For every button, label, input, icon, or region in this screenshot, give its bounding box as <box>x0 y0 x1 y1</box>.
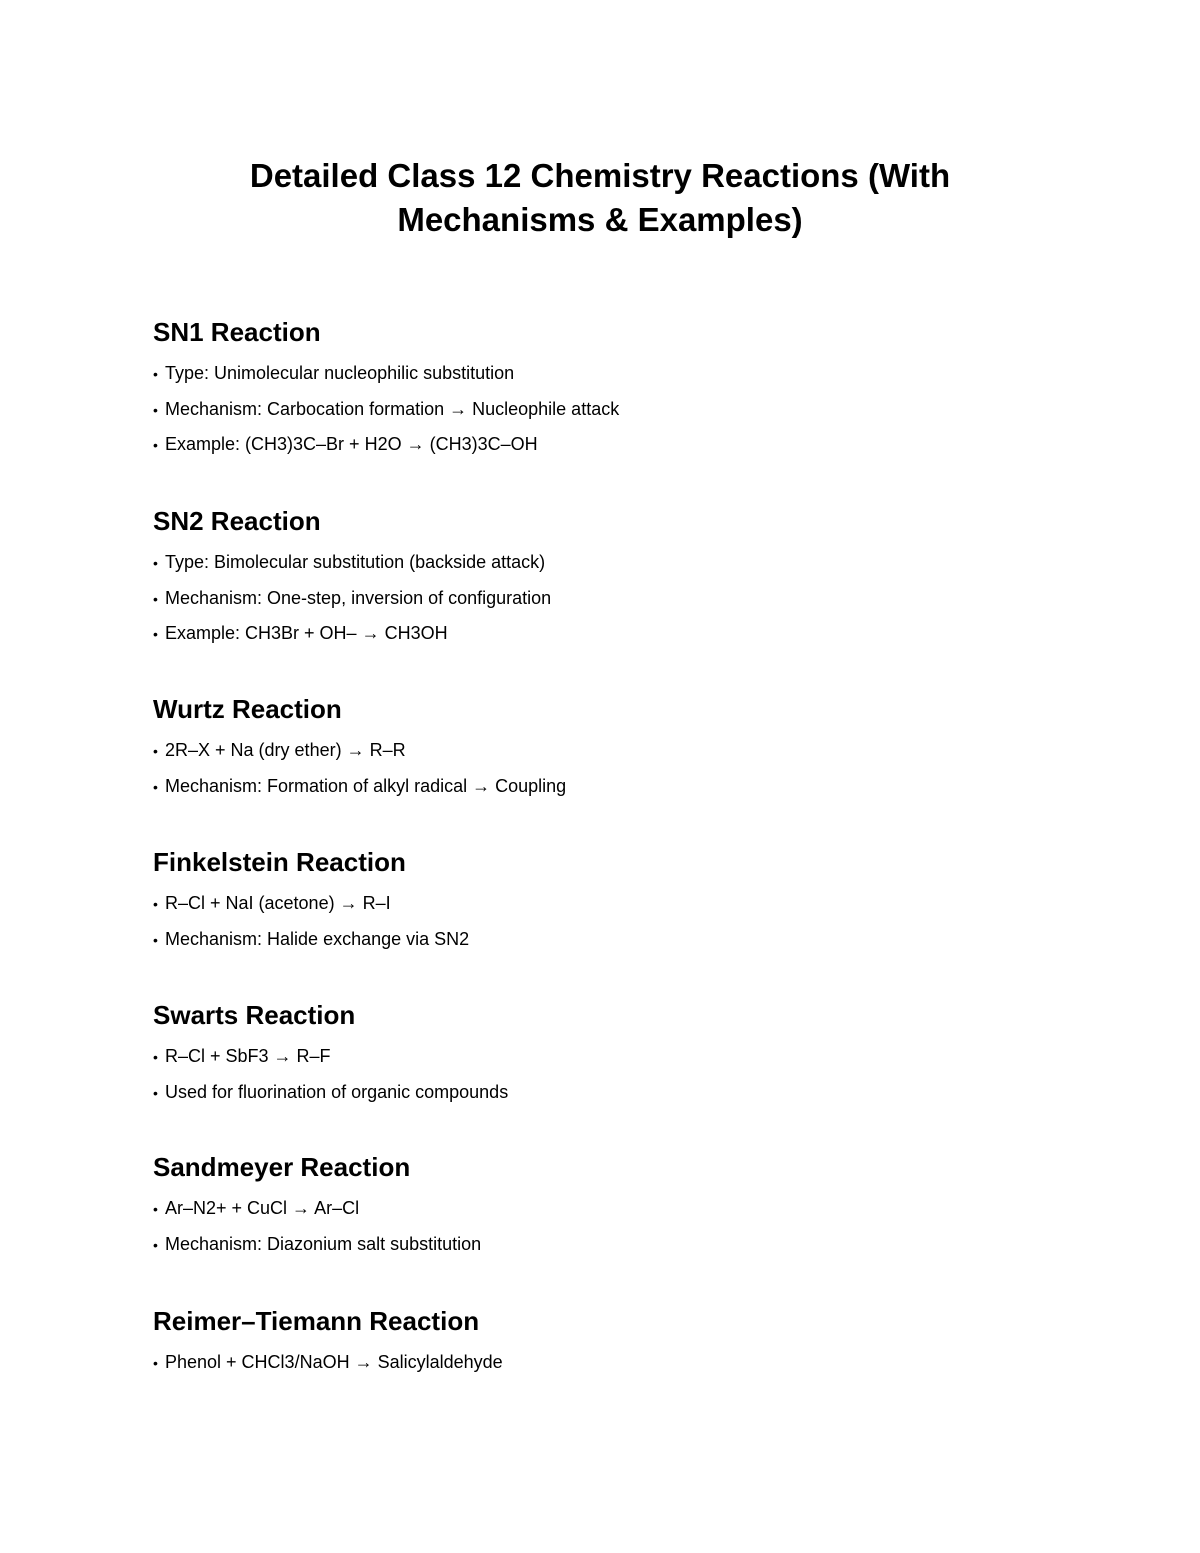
bullet-icon: • <box>153 931 158 948</box>
list-item-text: Ar–N2+ + CuCl → Ar–Cl <box>165 1198 360 1218</box>
section-reimer-tiemann-reaction <box>153 1305 1103 1381</box>
list-item <box>153 1227 1103 1263</box>
list-item-text: Mechanism: Formation of alkyl radical → Coupling <box>165 775 567 796</box>
section-heading: Reimer–Tiemann Reaction <box>153 1306 480 1336</box>
list-item <box>153 1039 1103 1075</box>
section-heading: Sandmeyer Reaction <box>153 1152 411 1182</box>
bullet-list <box>153 1345 1103 1381</box>
document-title-line-2: Mechanisms & Examples) <box>397 201 803 238</box>
section-sn2-reaction <box>153 505 1103 652</box>
section-heading: SN1 Reaction <box>153 317 321 347</box>
bullet-icon: • <box>153 1049 158 1065</box>
list-item-text: 2R–X + Na (dry ether) → R–R <box>165 740 406 760</box>
bullet-list <box>153 1039 1103 1110</box>
bullet-icon: • <box>153 1236 158 1253</box>
section-swarts-reaction <box>153 999 1103 1110</box>
list-item <box>153 733 1103 769</box>
bullet-icon: • <box>153 590 158 607</box>
bullet-icon: • <box>153 1084 158 1101</box>
list-item <box>153 886 1103 922</box>
list-item-text: Example: CH3Br + OH– → CH3OH <box>165 623 448 643</box>
list-item <box>153 1075 1103 1111</box>
bullet-list <box>153 356 1103 463</box>
bullet-icon: • <box>153 896 158 912</box>
bullet-icon: • <box>153 743 158 759</box>
bullet-icon: • <box>153 1355 158 1371</box>
list-item-text: Mechanism: One-step, inversion of configuration <box>165 587 552 608</box>
list-item-text: Type: Unimolecular nucleophilic substitution <box>165 363 515 383</box>
section-heading: Swarts Reaction <box>153 1000 356 1030</box>
list-item <box>153 427 1103 463</box>
document-title <box>0 154 1200 242</box>
bullet-list <box>153 733 1103 804</box>
bullet-icon: • <box>153 778 158 795</box>
list-item <box>153 1345 1103 1381</box>
bullet-icon: • <box>153 437 158 453</box>
bullet-icon: • <box>153 366 158 382</box>
list-item-text: R–Cl + NaI (acetone) → R–I <box>165 893 391 913</box>
section-sn1-reaction <box>153 316 1103 463</box>
bullet-icon: • <box>153 626 158 642</box>
list-item-text: Phenol + CHCl3/NaOH → Salicylaldehyde <box>165 1352 503 1372</box>
list-item <box>153 392 1103 428</box>
bullet-icon: • <box>153 555 158 571</box>
list-item-text: Used for fluorination of organic compounds <box>165 1081 509 1102</box>
list-item <box>153 922 1103 958</box>
list-item <box>153 545 1103 581</box>
bullet-list <box>153 545 1103 652</box>
list-item <box>153 581 1103 617</box>
list-item <box>153 616 1103 652</box>
bullet-icon: • <box>153 401 158 418</box>
list-item-text: R–Cl + SbF3 → R–F <box>165 1046 331 1066</box>
section-finkelstein-reaction <box>153 846 1103 957</box>
bullet-list <box>153 1191 1103 1262</box>
bullet-icon: • <box>153 1201 158 1217</box>
section-heading: Wurtz Reaction <box>153 694 342 724</box>
list-item <box>153 356 1103 392</box>
section-wurtz-reaction <box>153 693 1103 804</box>
bullet-list <box>153 886 1103 957</box>
section-sandmeyer-reaction <box>153 1151 1103 1262</box>
document-title-line-1: Detailed Class 12 Chemistry Reactions (With <box>249 157 951 194</box>
list-item-text: Type: Bimolecular substitution (backside attack) <box>165 552 546 572</box>
list-item-text: Mechanism: Carbocation formation → Nucleophile attack <box>165 398 620 419</box>
list-item-text: Mechanism: Diazonium salt substitution <box>165 1233 482 1254</box>
list-item-text: Example: (CH3)3C–Br + H2O → (CH3)3C–OH <box>165 434 538 454</box>
list-item <box>153 1191 1103 1227</box>
list-item <box>153 769 1103 805</box>
section-heading: Finkelstein Reaction <box>153 847 406 877</box>
section-heading: SN2 Reaction <box>153 506 321 536</box>
list-item-text: Mechanism: Halide exchange via SN2 <box>165 928 470 949</box>
